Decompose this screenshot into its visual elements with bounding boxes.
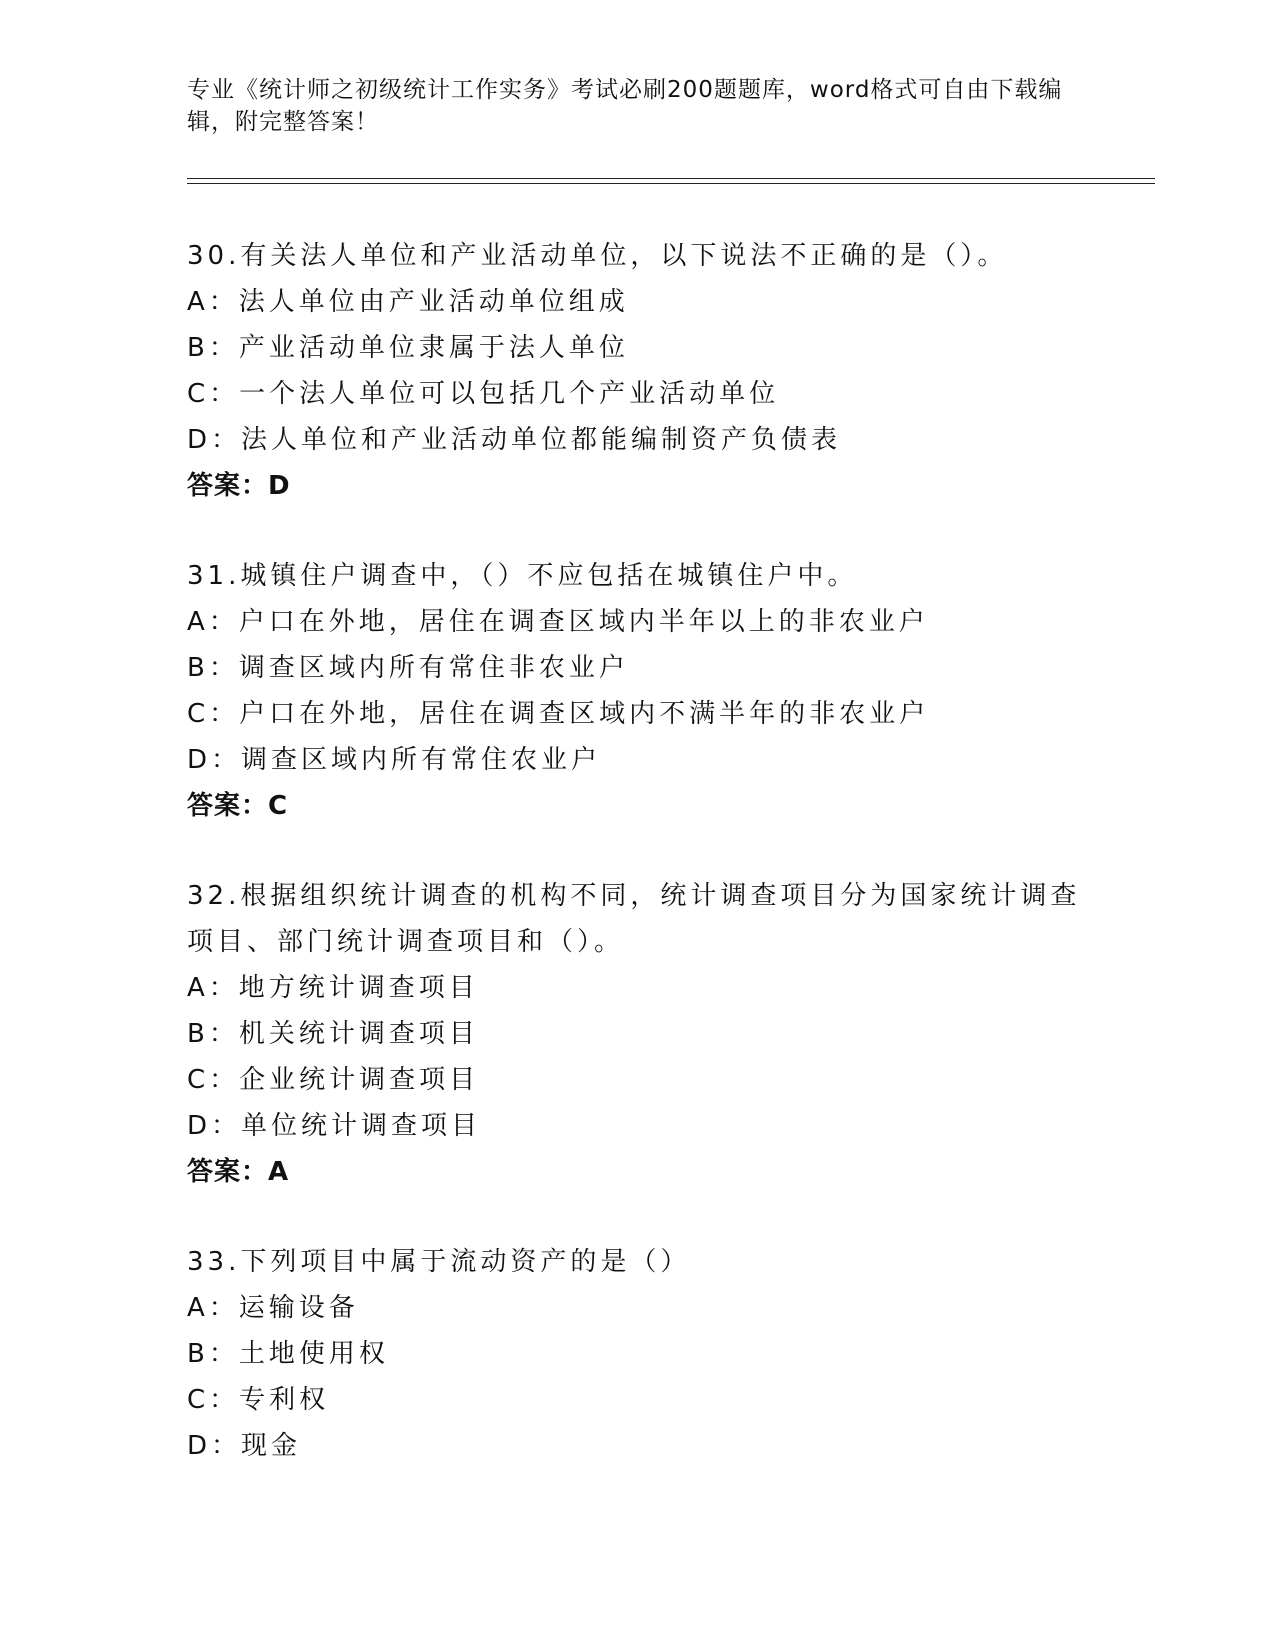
question-30 [187,233,1087,509]
option-d: D：法人单位和产业活动单位都能编制资产负债表 [187,425,842,455]
option-b: B：土地使用权 [187,1339,389,1369]
option-b: B：调查区域内所有常住非农业户 [187,653,629,683]
question-stem: 32.根据组织统计调查的机构不同，统计调查项目分为国家统计调查项目、部门统计调查项目和（）。 [187,881,1081,957]
option-c: C：专利权 [187,1385,330,1415]
answer: 答案：C [187,791,289,821]
option-c: C：户口在外地，居住在调查区域内不满半年的非农业户 [187,699,930,729]
option-c: C：一个法人单位可以包括几个产业活动单位 [187,379,780,409]
answer: 答案：A [187,1157,290,1187]
option-a: A：运输设备 [187,1293,359,1323]
question-33 [187,1239,1087,1469]
option-d: D：单位统计调查项目 [187,1111,482,1141]
option-d: D：现金 [187,1431,302,1461]
question-31 [187,553,1087,829]
document-header: 专业《统计师之初级统计工作实务》考试必刷200题题库，word格式可自由下载编辑，附完整答案！ [187,77,1063,135]
question-32 [187,873,1087,1195]
option-d: D：调查区域内所有常住农业户 [187,745,602,775]
question-stem: 33.下列项目中属于流动资产的是（） [187,1247,691,1277]
option-a: A：户口在外地，居住在调查区域内半年以上的非农业户 [187,607,929,637]
header-rule-top [187,178,1155,179]
question-stem: 30.有关法人单位和产业活动单位，以下说法不正确的是（）。 [187,241,1008,271]
option-a: A：地方统计调查项目 [187,973,479,1003]
option-b: B：机关统计调查项目 [187,1019,479,1049]
question-stem: 31.城镇住户调查中，（）不应包括在城镇住户中。 [187,561,858,591]
option-b: B：产业活动单位隶属于法人单位 [187,333,629,363]
option-c: C：企业统计调查项目 [187,1065,480,1095]
answer: 答案：D [187,471,291,501]
option-a: A：法人单位由产业活动单位组成 [187,287,629,317]
header-rule-bottom [187,183,1155,184]
